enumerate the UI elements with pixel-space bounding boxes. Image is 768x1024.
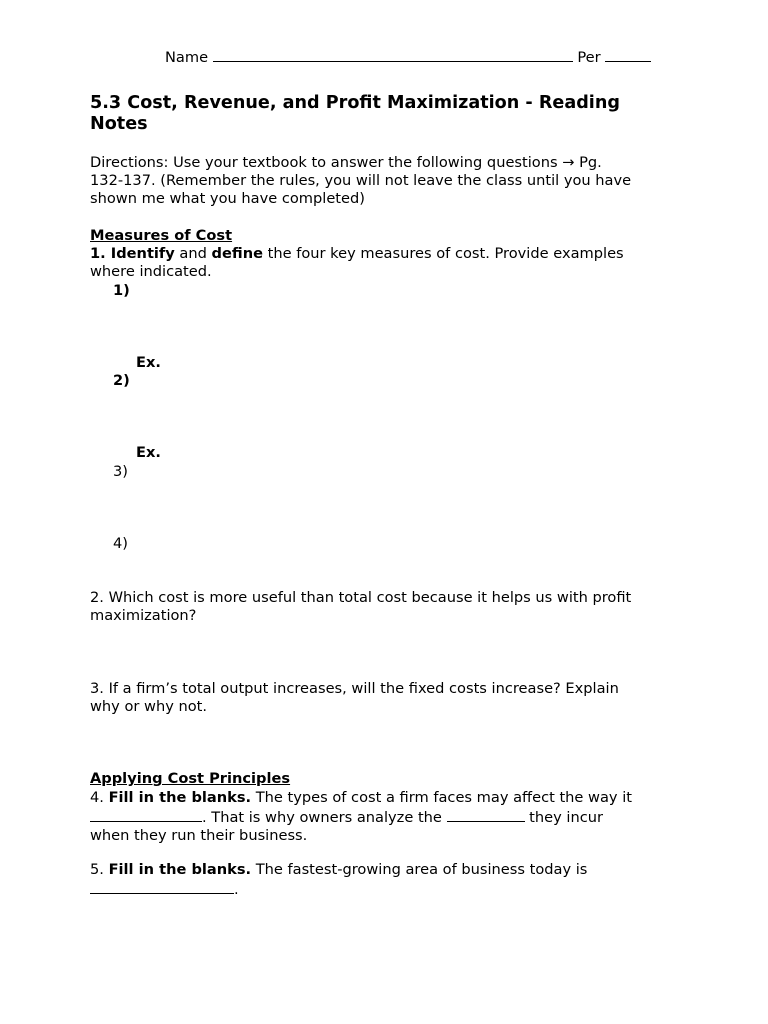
question-5-line-2 xyxy=(90,879,587,899)
q4-instruction: Fill in the blanks. xyxy=(108,789,252,806)
item-4: 4) xyxy=(113,535,128,552)
q4-text: The types of cost a firm faces may affect the way it xyxy=(251,789,632,806)
question-4-line-2 xyxy=(90,807,632,827)
question-3 xyxy=(90,680,619,716)
page-title xyxy=(90,93,620,135)
q1-text: the four key measures of cost. Provide examples xyxy=(262,245,624,262)
section-heading-measures: Measures of Cost xyxy=(90,227,233,244)
question-2-line-2: maximization? xyxy=(90,607,197,624)
example-1: Ex. xyxy=(136,354,161,371)
item-2: 2) xyxy=(113,372,130,389)
q4-number: 4. xyxy=(90,789,109,806)
title-line-1: 5.3 Cost, Revenue, and Profit Maximization - Reading xyxy=(90,93,620,113)
example-2: Ex. xyxy=(136,444,161,461)
item-1: 1) xyxy=(113,282,130,299)
q5-instruction: Fill in the blanks. xyxy=(108,861,252,878)
question-3-line-2: why or why not. xyxy=(90,698,208,715)
question-4 xyxy=(90,789,632,845)
question-1 xyxy=(90,245,624,281)
question-1-line-1 xyxy=(90,245,624,263)
q5-blank[interactable] xyxy=(90,879,234,894)
q1-and: and xyxy=(174,245,212,262)
directions-text: Directions: Use your textbook to answer the following questions xyxy=(90,154,563,171)
title-line-2: Notes xyxy=(90,114,148,134)
arrow-icon: → xyxy=(562,154,575,171)
name-blank[interactable] xyxy=(213,47,573,62)
directions-page: Pg. xyxy=(574,154,602,171)
question-2-line-1: 2. Which cost is more useful than total cost because it helps us with profit xyxy=(90,589,632,606)
question-5-line-1 xyxy=(90,861,587,879)
question-5 xyxy=(90,861,587,899)
q5-text: The fastest-growing area of business today is xyxy=(251,861,588,878)
q1-define: define xyxy=(211,245,263,262)
q5-period: . xyxy=(234,881,239,898)
q5-number: 5. xyxy=(90,861,109,878)
directions xyxy=(90,154,631,208)
item-3: 3) xyxy=(113,463,128,480)
q4-text-end: they incur xyxy=(524,809,603,826)
section-heading-applying: Applying Cost Principles xyxy=(90,770,291,787)
q4-text-mid: . That is why owners analyze the xyxy=(202,809,447,826)
q4-blank-1[interactable] xyxy=(90,807,202,822)
q4-blank-2[interactable] xyxy=(447,807,525,822)
per-label: Per xyxy=(577,49,601,66)
question-2 xyxy=(90,589,631,625)
directions-line-2: 132-137. (Remember the rules, you will not leave the class until you have xyxy=(90,172,632,189)
name-row xyxy=(165,47,651,67)
per-blank[interactable] xyxy=(605,47,651,62)
question-4-line-3: when they run their business. xyxy=(90,827,308,844)
question-4-line-1 xyxy=(90,789,632,807)
question-1-line-2: where indicated. xyxy=(90,263,212,280)
name-label: Name xyxy=(165,49,209,66)
directions-line-1 xyxy=(90,154,631,172)
q1-identify: Identify xyxy=(110,245,175,262)
q1-number: 1. xyxy=(90,245,111,262)
directions-line-3: shown me what you have completed) xyxy=(90,190,365,207)
question-3-line-1: 3. If a firm’s total output increases, will the fixed costs increase? Explain xyxy=(90,680,619,697)
